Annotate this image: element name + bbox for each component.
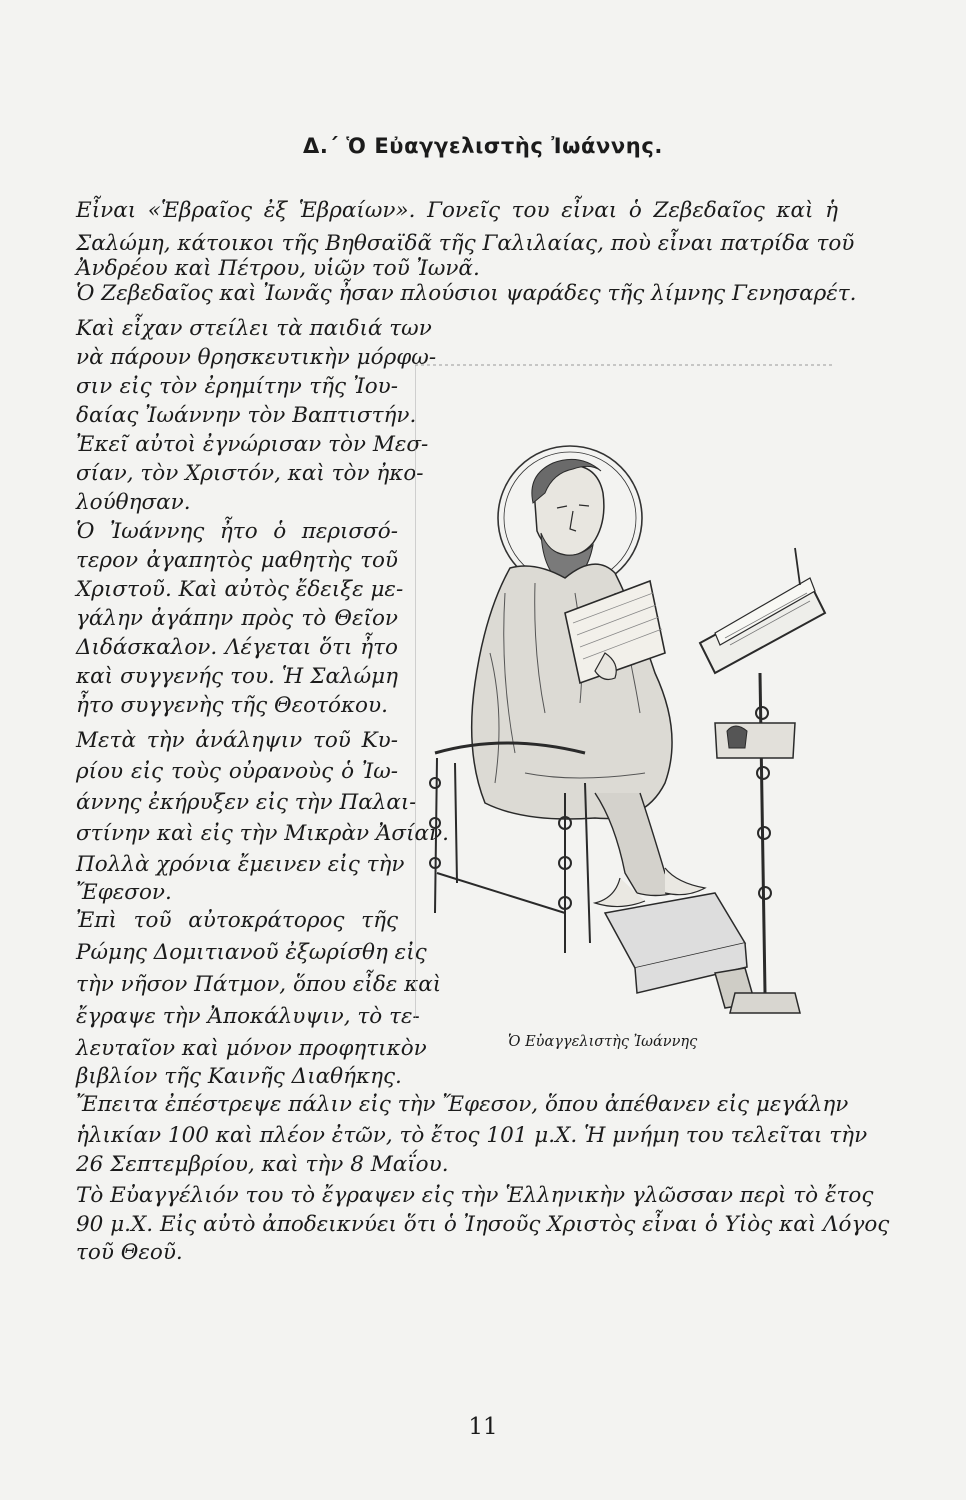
text-line: Ρώμης Δομιτιανοῦ ἐξωρίσθη εἰς [76,940,427,965]
text-line: βιβλίον τῆς Καινῆς Διαθήκης. [76,1064,402,1089]
text-line: Ἀνδρέου καὶ Πέτρου, υἱῶν τοῦ Ἰωνᾶ. [76,256,480,281]
text-line: 90 μ.Χ. Εἰς αὐτὸ ἀποδεικνύει ὅτι ὁ Ἰησοῦς Χριστὸς εἶναι ὁ Υἱὸς καὶ Λόγος [76,1212,890,1237]
text-line: ἡλικίαν 100 καὶ πλέον ἐτῶν, τὸ ἔτος 101 μ.Χ. Ἡ μνήμη του τελεῖται τὴν [76,1123,868,1148]
text-line: Πολλὰ χρόνια ἔμεινεν εἰς τὴν [76,852,405,877]
text-line: Μετὰ τὴν ἀνάληψιν τοῦ Κυ- [76,728,398,753]
page-number: 11 [468,1414,498,1440]
text-line: 26 Σεπτεμβρίου, καὶ τὴν 8 Μαΐου. [76,1152,449,1177]
text-line: λούθησαν. [76,490,191,515]
chapter-title: Δ.΄ Ὁ Εὐαγγελιστὴς Ἰωάννης. [303,134,663,158]
text-line: τερον ἀγαπητὸς μαθητὴς τοῦ [76,548,398,573]
text-line: λευταῖον καὶ μόνον προφητικὸν [76,1036,427,1061]
text-line: ἔγραψε τὴν Ἀποκάλυψιν, τὸ τε- [76,1004,420,1029]
text-line: ἦτο συγγενὴς τῆς Θεοτόκου. [76,693,388,718]
text-line: Καὶ εἶχαν στείλει τὰ παιδιά των [76,316,432,341]
text-line: Χριστοῦ. Καὶ αὐτὸς ἔδειξε με- [76,577,404,602]
text-line: Εἶναι «Ἑβραῖος ἐξ Ἑβραίων». Γονεῖς του εἶναι ὁ Ζεβεδαῖος καὶ ἡ [76,198,838,223]
text-line: δαίας Ἰωάννην τὸν Βαπτιστήν. [76,403,417,428]
text-line: Ἐπὶ τοῦ αὐτοκράτορος τῆς [76,908,398,933]
text-line: στίνην καὶ εἰς τὴν Μικρὰν Ἀσίαν. [76,821,449,846]
text-line: Ἔφεσον. [76,880,172,905]
text-line: Ὁ Ζεβεδαῖος καὶ Ἰωνᾶς ἦσαν πλούσιοι ψαράδες τῆς λίμνης Γενησαρέτ. [76,281,857,306]
text-line: άννης ἐκήρυξεν εἰς τὴν Παλαι- [76,790,417,815]
text-line: καὶ συγγενής του. Ἡ Σαλώμη [76,664,398,689]
text-line: Ἔπειτα ἐπέστρεψε πάλιν εἰς τὴν Ἔφεσον, ὅπου ἀπέθανεν εἰς μεγάλην [76,1092,849,1117]
text-line: Σαλώμη, κάτοικοι τῆς Βηθσαϊδᾶ τῆς Γαλιλαίας, ποὺ εἶναι πατρίδα τοῦ [76,231,855,256]
text-line: σιν εἰς τὸν ἐρημίτην τῆς Ἰου- [76,374,398,399]
text-line: τὴν νῆσον Πάτμον, ὅπου εἶδε καὶ [76,972,442,997]
text-line: τοῦ Θεοῦ. [76,1240,183,1265]
text-line: ρίου εἰς τοὺς οὐρανοὺς ὁ Ἰω- [76,759,398,784]
footstool [605,893,755,1008]
text-line: Τὸ Εὐαγγέλιόν του τὸ ἔγραψεν εἰς τὴν Ἑλληνικὴν γλῶσσαν περὶ τὸ ἔτος [76,1183,874,1208]
figure-of-john [472,459,705,906]
illustration-caption: Ὁ Εὐαγγελιστὴς Ἰωάννης [508,1034,698,1050]
text-line: Ἐκεῖ αὐτοὶ ἐγνώρισαν τὸν Μεσ- [76,432,429,457]
evangelist-john-illustration [415,353,835,1033]
text-line: Ὁ Ἰωάννης ἦτο ὁ περισσό- [76,519,398,544]
text-line: νὰ πάρουν θρησκευτικὴν μόρφω- [76,345,437,370]
text-line: γάλην ἀγάπην πρὸς τὸ Θεῖον [76,606,398,631]
text-line: σίαν, τὸν Χριστόν, καὶ τὸν ἠκο- [76,461,424,486]
text-line: Διδάσκαλον. Λέγεται ὅτι ἦτο [76,635,398,660]
